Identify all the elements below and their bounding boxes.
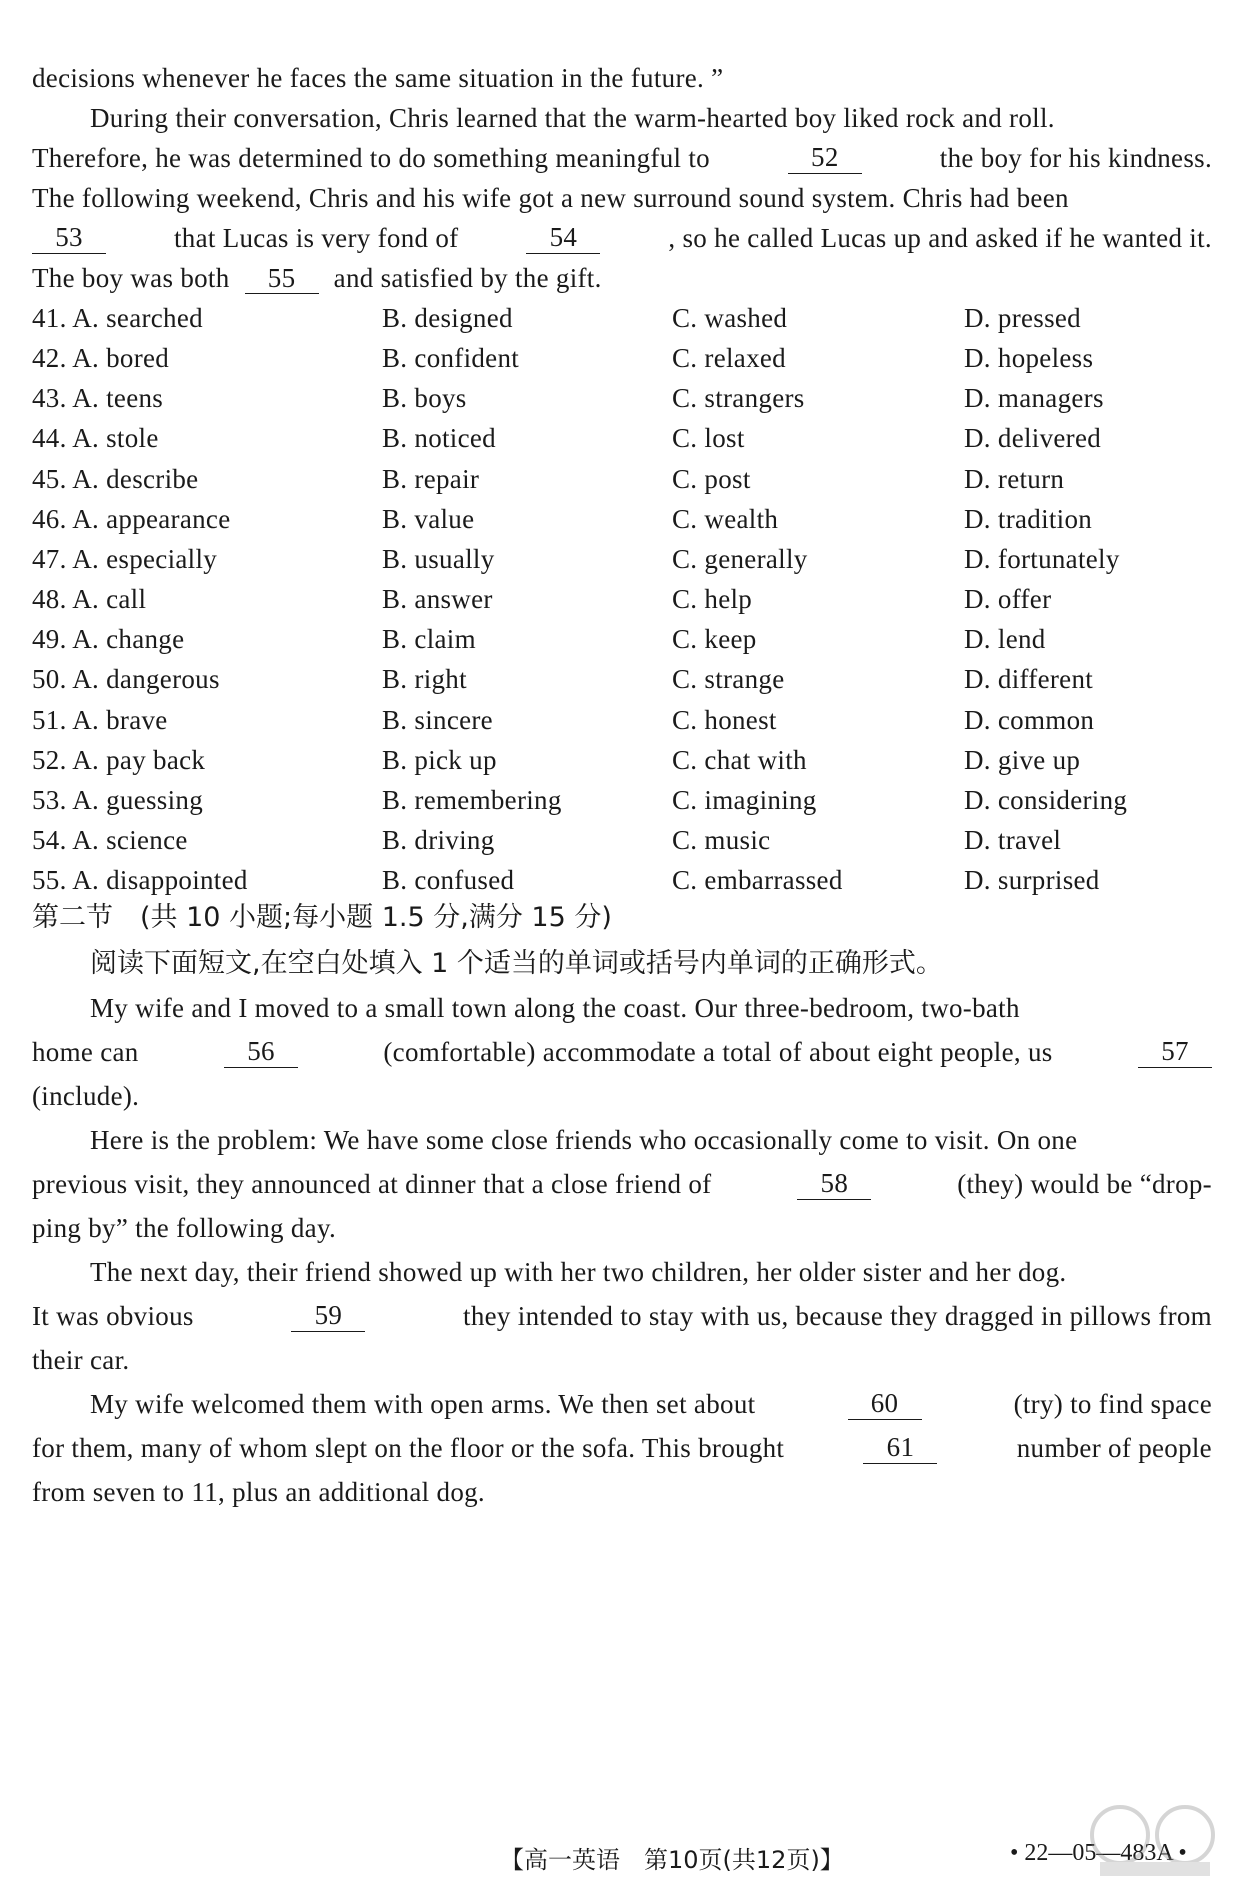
option-choice: 55. A. disappointed [32, 865, 248, 896]
option-choice: C. post [672, 463, 751, 494]
option-choice: B. remembering [382, 784, 562, 815]
option-choice: D. give up [964, 744, 1081, 775]
passage-text: My wife welcomed them with open arms. We then set about [90, 1389, 756, 1419]
option-choice: 53. A. guessing [32, 784, 204, 815]
option-choice: C. imagining [672, 784, 817, 815]
option-choice: D. delivered [964, 423, 1102, 454]
option-choice: C. help [672, 584, 753, 615]
option-choice: D. considering [964, 784, 1128, 815]
option-row [32, 663, 1212, 697]
option-choice: C. lost [672, 423, 745, 454]
option-row [32, 744, 1212, 778]
option-choice: C. keep [672, 624, 757, 655]
passage-line [90, 1256, 1212, 1288]
passage-text: , so he called Lucas up and asked if he wanted it. [668, 223, 1212, 253]
option-choice: B. value [382, 503, 475, 534]
option-choice: C. strange [672, 664, 785, 695]
passage-text: The boy was both [32, 263, 230, 293]
option-row [32, 784, 1212, 818]
passage-line [32, 1432, 1212, 1464]
option-row [32, 583, 1212, 617]
passage-text: (try) to find space [1013, 1389, 1212, 1419]
option-row [32, 864, 1212, 898]
blank-56: 56 [224, 1036, 298, 1068]
passage-text: It was obvious [32, 1301, 194, 1331]
option-row [32, 302, 1212, 336]
passage-text: home can [32, 1037, 139, 1067]
option-choice: C. washed [672, 303, 788, 333]
passage-line: (include). [32, 1081, 140, 1111]
option-choice: 43. A. teens [32, 383, 164, 414]
option-choice: C. generally [672, 543, 808, 574]
passage-line [32, 262, 1212, 294]
option-choice: B. answer [382, 584, 493, 615]
option-choice: B. confident [382, 343, 520, 374]
passage-text: (they) would be “drop- [957, 1169, 1212, 1199]
option-choice: D. hopeless [964, 343, 1094, 374]
passage-text: (comfortable) accommodate a total of about eight people, us [383, 1037, 1053, 1067]
passage-text: The following weekend, Chris and his wife got a new surround sound system. Chris had been [32, 183, 1069, 213]
option-choice: C. relaxed [672, 343, 786, 374]
passage-text: Therefore, he was determined to do something meaningful to [32, 143, 710, 173]
blank-58: 58 [797, 1168, 871, 1200]
option-choice: 46. A. appearance [32, 503, 231, 534]
option-choice: 51. A. brave [32, 704, 168, 735]
passage-line: ping by” the following day. [32, 1213, 337, 1243]
option-choice: D. tradition [964, 503, 1093, 534]
blank-54: 54 [526, 222, 600, 254]
blank-61: 61 [863, 1432, 937, 1464]
passage-line [32, 1168, 1212, 1200]
option-row [32, 704, 1212, 738]
passage-text: During their conversation, Chris learned that the warm-hearted boy liked rock and roll. [90, 103, 1055, 133]
option-choice: D. common [964, 704, 1095, 735]
option-choice: D. surprised [964, 865, 1100, 896]
passage-text: and satisfied by the gift. [333, 263, 602, 293]
option-row [32, 422, 1212, 456]
option-choice: D. fortunately [964, 543, 1120, 574]
option-choice: 41. A. searched [32, 303, 203, 333]
section-instruction: 阅读下面短文,在空白处填入 1 个适当的单词或括号内单词的正确形式。 [90, 948, 943, 979]
option-row [32, 623, 1212, 657]
option-choice: D. pressed [964, 303, 1081, 333]
passage-text: My wife and I moved to a small town along the coast. Our three-bedroom, two-bath [90, 993, 1020, 1023]
option-choice: 52. A. pay back [32, 744, 206, 775]
passage-line [32, 142, 1212, 174]
option-choice: 42. A. bored [32, 343, 170, 374]
option-choice: D. travel [964, 824, 1062, 855]
option-choice: D. different [964, 664, 1094, 695]
option-choice: 47. A. especially [32, 543, 218, 574]
option-choice: B. noticed [382, 423, 496, 454]
option-choice: B. usually [382, 543, 495, 574]
option-choice: 48. A. call [32, 584, 147, 615]
passage-line [90, 1124, 1212, 1156]
option-choice: C. chat with [672, 744, 807, 775]
passage-line: from seven to 11, plus an additional dog. [32, 1477, 485, 1507]
watermark-logo-icon [1080, 1800, 1230, 1880]
passage-text: they intended to stay with us, because they dragged in pillows from [463, 1301, 1212, 1331]
option-choice: B. confused [382, 865, 515, 896]
option-choice: C. wealth [672, 503, 779, 534]
option-choice: 50. A. dangerous [32, 664, 220, 695]
footer-page-info: 【高一英语 第10页(共12页)】 [500, 1846, 844, 1874]
passage-text: The next day, their friend showed up with her two children, her older sister and her dog. [90, 1257, 1067, 1287]
blank-52: 52 [788, 142, 862, 174]
passage-text: number of people [1016, 1433, 1212, 1463]
option-choice: B. sincere [382, 704, 493, 735]
option-choice: C. music [672, 824, 771, 855]
passage-text: the boy for his kindness. [939, 143, 1212, 173]
option-row [32, 824, 1212, 858]
passage-line: decisions whenever he faces the same situation in the future. ” [32, 63, 724, 93]
blank-57: 57 [1138, 1036, 1212, 1068]
blank-59: 59 [291, 1300, 365, 1332]
option-row [32, 463, 1212, 497]
blank-60: 60 [848, 1388, 922, 1420]
passage-text: that Lucas is very fond of [173, 223, 459, 253]
passage-line [32, 1036, 1212, 1068]
passage-line: their car. [32, 1345, 130, 1375]
option-row [32, 382, 1212, 416]
option-choice: 44. A. stole [32, 423, 159, 454]
passage-line [32, 222, 1212, 254]
option-row [32, 342, 1212, 376]
page-footer [0, 1840, 1244, 1880]
option-row [32, 543, 1212, 577]
option-choice: 49. A. change [32, 624, 185, 655]
option-choice: 54. A. science [32, 824, 188, 855]
passage-text: Here is the problem: We have some close friends who occasionally come to visit. On one [90, 1125, 1078, 1155]
option-choice: B. repair [382, 463, 480, 494]
option-choice: B. designed [382, 303, 513, 333]
option-choice: B. pick up [382, 744, 497, 775]
passage-text: for them, many of whom slept on the floor or the sofa. This brought [32, 1433, 785, 1463]
blank-55: 55 [245, 263, 319, 294]
option-choice: B. right [382, 664, 467, 695]
passage-line [90, 1388, 1212, 1420]
passage-line [32, 182, 1212, 214]
passage-line [90, 102, 1212, 134]
option-choice: 45. A. describe [32, 463, 199, 494]
blank-53: 53 [32, 222, 106, 254]
section-heading: 第二节 (共 10 小题;每小题 1.5 分,满分 15 分) [32, 902, 612, 933]
option-choice: D. offer [964, 584, 1052, 615]
option-choice: B. boys [382, 383, 467, 414]
option-choice: D. managers [964, 383, 1104, 414]
option-choice: B. claim [382, 624, 476, 655]
option-choice: D. return [964, 463, 1065, 494]
footer-exam-code: • 22—05—483A • [1010, 1840, 1187, 1866]
option-choice: C. honest [672, 704, 777, 735]
option-choice: C. embarrassed [672, 865, 843, 896]
option-choice: B. driving [382, 824, 495, 855]
option-choice: D. lend [964, 624, 1046, 655]
passage-line [32, 1300, 1212, 1332]
option-choice: C. strangers [672, 383, 805, 414]
option-row [32, 503, 1212, 537]
passage-text: previous visit, they announced at dinner that a close friend of [32, 1169, 712, 1199]
passage-line [90, 992, 1212, 1024]
